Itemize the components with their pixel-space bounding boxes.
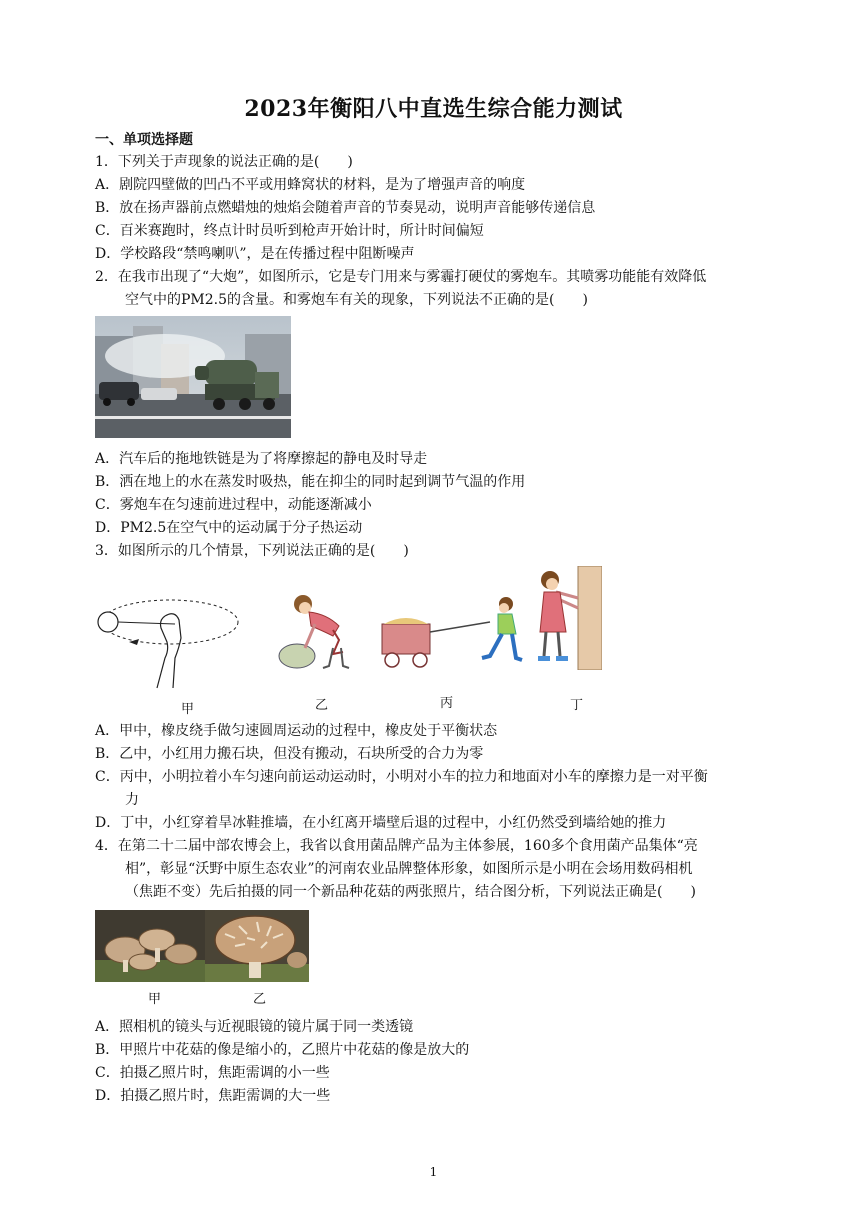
q3-option-c-line1: C．丙中，小明拉着小车匀速向前运动运动时，小明对小车的拉力和地面对小车的摩擦力是一对平衡 bbox=[95, 769, 708, 785]
q1-stem: 1．下列关于声现象的说法正确的是( ) bbox=[95, 154, 353, 170]
figure-bing-boy-pulling-cart bbox=[378, 594, 528, 670]
q4-stem-line1: 4．在第二十二届中部农博会上，我省以食用菌品牌产品为主体参展，160多个食用菌产品集体“亮 bbox=[95, 838, 698, 854]
q1-option-b: B．放在扬声器前点燃蜡烛的烛焰会随着声音的节奏晃动，说明声音能够传递信息 bbox=[95, 200, 596, 216]
q3-option-d: D．丁中，小红穿着旱冰鞋推墙，在小红离开墙壁后退的过程中，小红仍然受到墙给她的推力 bbox=[95, 815, 667, 831]
page-title: 2023年衡阳八中直选生综合能力测试 bbox=[244, 96, 623, 122]
caption-bing: 丙 bbox=[440, 696, 454, 711]
fog-cannon-truck-photo bbox=[95, 316, 291, 438]
caption-mushroom-jia: 甲 bbox=[148, 992, 162, 1007]
q4-option-a: A．照相机的镜头与近视眼镜的镜片属于同一类透镜 bbox=[95, 1019, 414, 1035]
q2-stem-line2: 空气中的PM2.5的含量。和雾炮车有关的现象，下列说法不正确的是( ) bbox=[125, 292, 588, 308]
q4-stem-line2: 相”，彰显“沃野中原生态农业”的河南农业品牌整体形象，如图所示是小明在会场用数码相机 bbox=[125, 861, 693, 877]
q2-option-c: C．雾炮车在匀速前进过程中，动能逐渐减小 bbox=[95, 497, 372, 513]
q2-option-d: D．PM2.5在空气中的运动属于分子热运动 bbox=[95, 520, 363, 536]
q4-stem-line3: （焦距不变）先后拍摄的同一个新品种花菇的两张照片，结合图分析，下列说法正确是( ) bbox=[125, 884, 696, 900]
q3-option-a: A．甲中，橡皮绕手做匀速圆周运动的过程中，橡皮处于平衡状态 bbox=[95, 723, 498, 739]
q3-option-b: B．乙中，小红用力搬石块，但没有搬动，石块所受的合力为零 bbox=[95, 746, 484, 762]
q4-option-b: B．甲照片中花菇的像是缩小的，乙照片中花菇的像是放大的 bbox=[95, 1042, 470, 1058]
mushroom-photo-yi bbox=[205, 910, 309, 982]
section-heading: 一、单项选择题 bbox=[95, 132, 193, 148]
q3-option-c-line2: 力 bbox=[125, 792, 139, 808]
q2-stem-line1: 2．在我市出现了“大炮”，如图所示，它是专门用来与雾霾打硬仗的雾炮车。其喷雾功能能有效降低 bbox=[95, 269, 707, 285]
q1-option-a: A．剧院四壁做的凹凸不平或用蜂窝状的材料，是为了增强声音的响度 bbox=[95, 177, 526, 193]
page-number: 1 bbox=[429, 1165, 438, 1179]
figure-jia-eraser-circular-motion bbox=[95, 590, 245, 690]
caption-mushroom-yi: 乙 bbox=[253, 992, 267, 1007]
q3-stem: 3．如图所示的几个情景，下列说法正确的是( ) bbox=[95, 543, 409, 559]
mushroom-photo-jia bbox=[95, 910, 205, 982]
q4-option-d: D．拍摄乙照片时，焦距需调的大一些 bbox=[95, 1088, 331, 1104]
q4-option-c: C．拍摄乙照片时，焦距需调的小一些 bbox=[95, 1065, 330, 1081]
q2-option-a: A．汽车后的拖地铁链是为了将摩擦起的静电及时导走 bbox=[95, 451, 428, 467]
q1-option-d: D．学校路段“禁鸣喇叭”，是在传播过程中阻断噪声 bbox=[95, 246, 415, 262]
figure-ding-girl-pushing-wall bbox=[532, 566, 602, 670]
caption-jia: 甲 bbox=[181, 702, 195, 717]
q1-option-c: C．百米赛跑时，终点计时员听到枪声开始计时，所计时间偏短 bbox=[95, 223, 484, 239]
caption-ding: 丁 bbox=[570, 698, 584, 713]
figure-yi-girl-lifting-stone bbox=[275, 590, 357, 672]
q2-option-b: B．洒在地上的水在蒸发时吸热，能在抑尘的同时起到调节气温的作用 bbox=[95, 474, 526, 490]
caption-yi: 乙 bbox=[315, 698, 329, 713]
